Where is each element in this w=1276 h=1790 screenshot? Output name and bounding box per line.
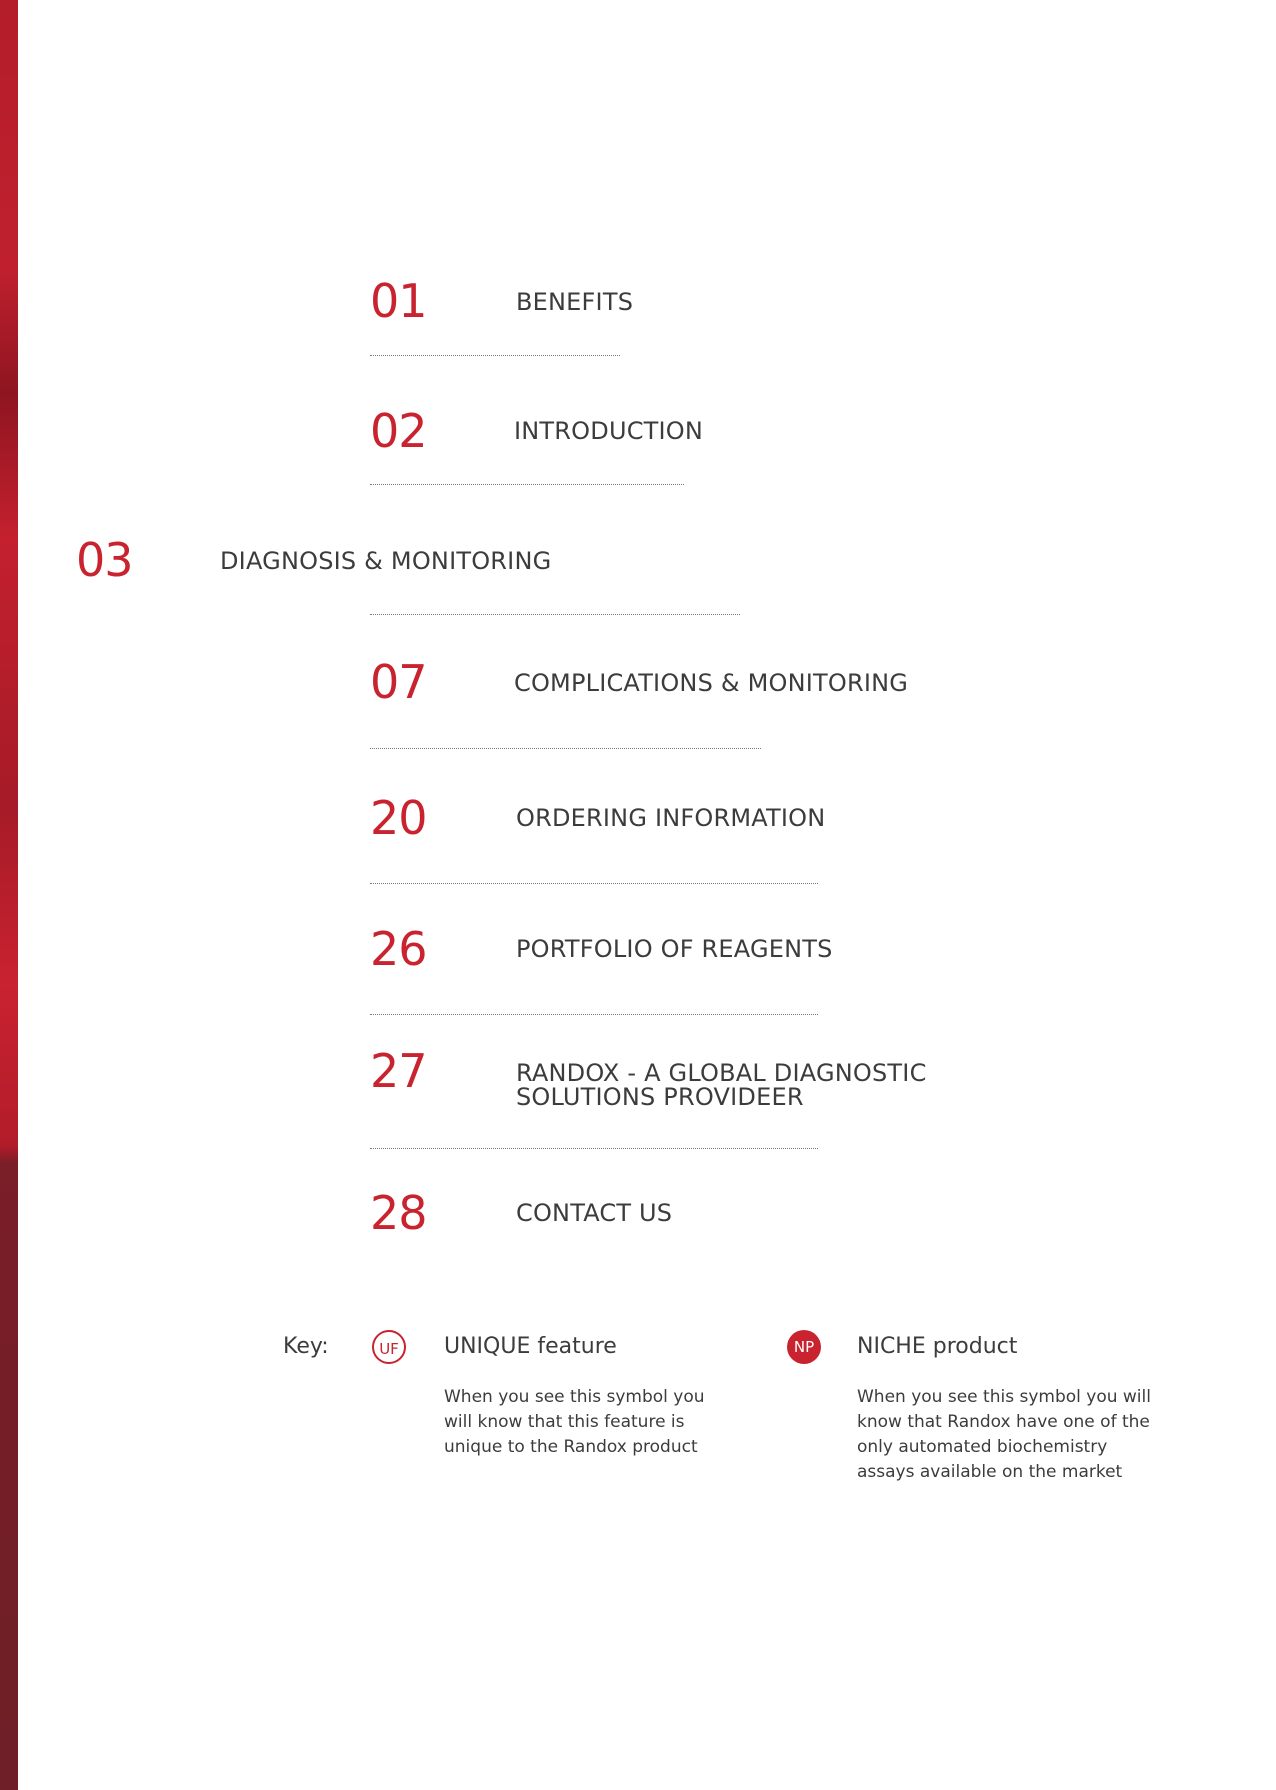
niche-product-icon: NP <box>787 1330 821 1364</box>
niche-product-title: NICHE product <box>857 1334 1018 1359</box>
unique-feature-title: UNIQUE feature <box>444 1334 617 1359</box>
toc-entry-label: ORDERING INFORMATION <box>516 804 826 832</box>
key-label: Key: <box>283 1334 329 1359</box>
unique-feature-description: When you see this symbol you will know that this feature is unique to the Randox product <box>444 1387 705 1457</box>
toc-entry-label: CONTACT US <box>516 1199 673 1227</box>
toc-page-number: 20 <box>370 791 427 845</box>
toc-page-number: 01 <box>370 274 427 328</box>
niche-product-description: When you see this symbol you will know that Randox have one of the only automated biochemistry assays available on the market <box>857 1387 1151 1482</box>
toc-entry-label: INTRODUCTION <box>514 417 704 445</box>
toc-page-number: 26 <box>370 922 427 976</box>
toc-entry-label: COMPLICATIONS & MONITORING <box>514 669 909 697</box>
toc-entry-label-line-1: RANDOX - A GLOBAL DIAGNOSTIC <box>516 1059 927 1087</box>
toc-entry-label: PORTFOLIO OF REAGENTS <box>516 935 833 963</box>
toc-entry-label-line-2: SOLUTIONS PROVIDEER <box>516 1083 804 1111</box>
toc-page-number: 07 <box>370 655 427 709</box>
dotted-divider <box>370 484 684 485</box>
unique-feature-icon: UF <box>372 1330 406 1364</box>
dotted-divider <box>370 1014 818 1015</box>
toc-entry-label: DIAGNOSIS & MONITORING <box>220 547 552 575</box>
dotted-divider <box>370 1148 818 1149</box>
red-sidebar-stripe <box>0 0 18 1790</box>
toc-page-number: 03 <box>76 533 133 587</box>
dotted-divider <box>370 883 818 884</box>
dotted-divider <box>370 355 620 356</box>
toc-entry-label: BENEFITS <box>516 288 634 316</box>
toc-page-number: 27 <box>370 1044 427 1098</box>
toc-page-number: 28 <box>370 1186 427 1240</box>
dotted-divider <box>370 748 761 749</box>
dotted-divider <box>370 614 740 615</box>
toc-page-number: 02 <box>370 404 427 458</box>
